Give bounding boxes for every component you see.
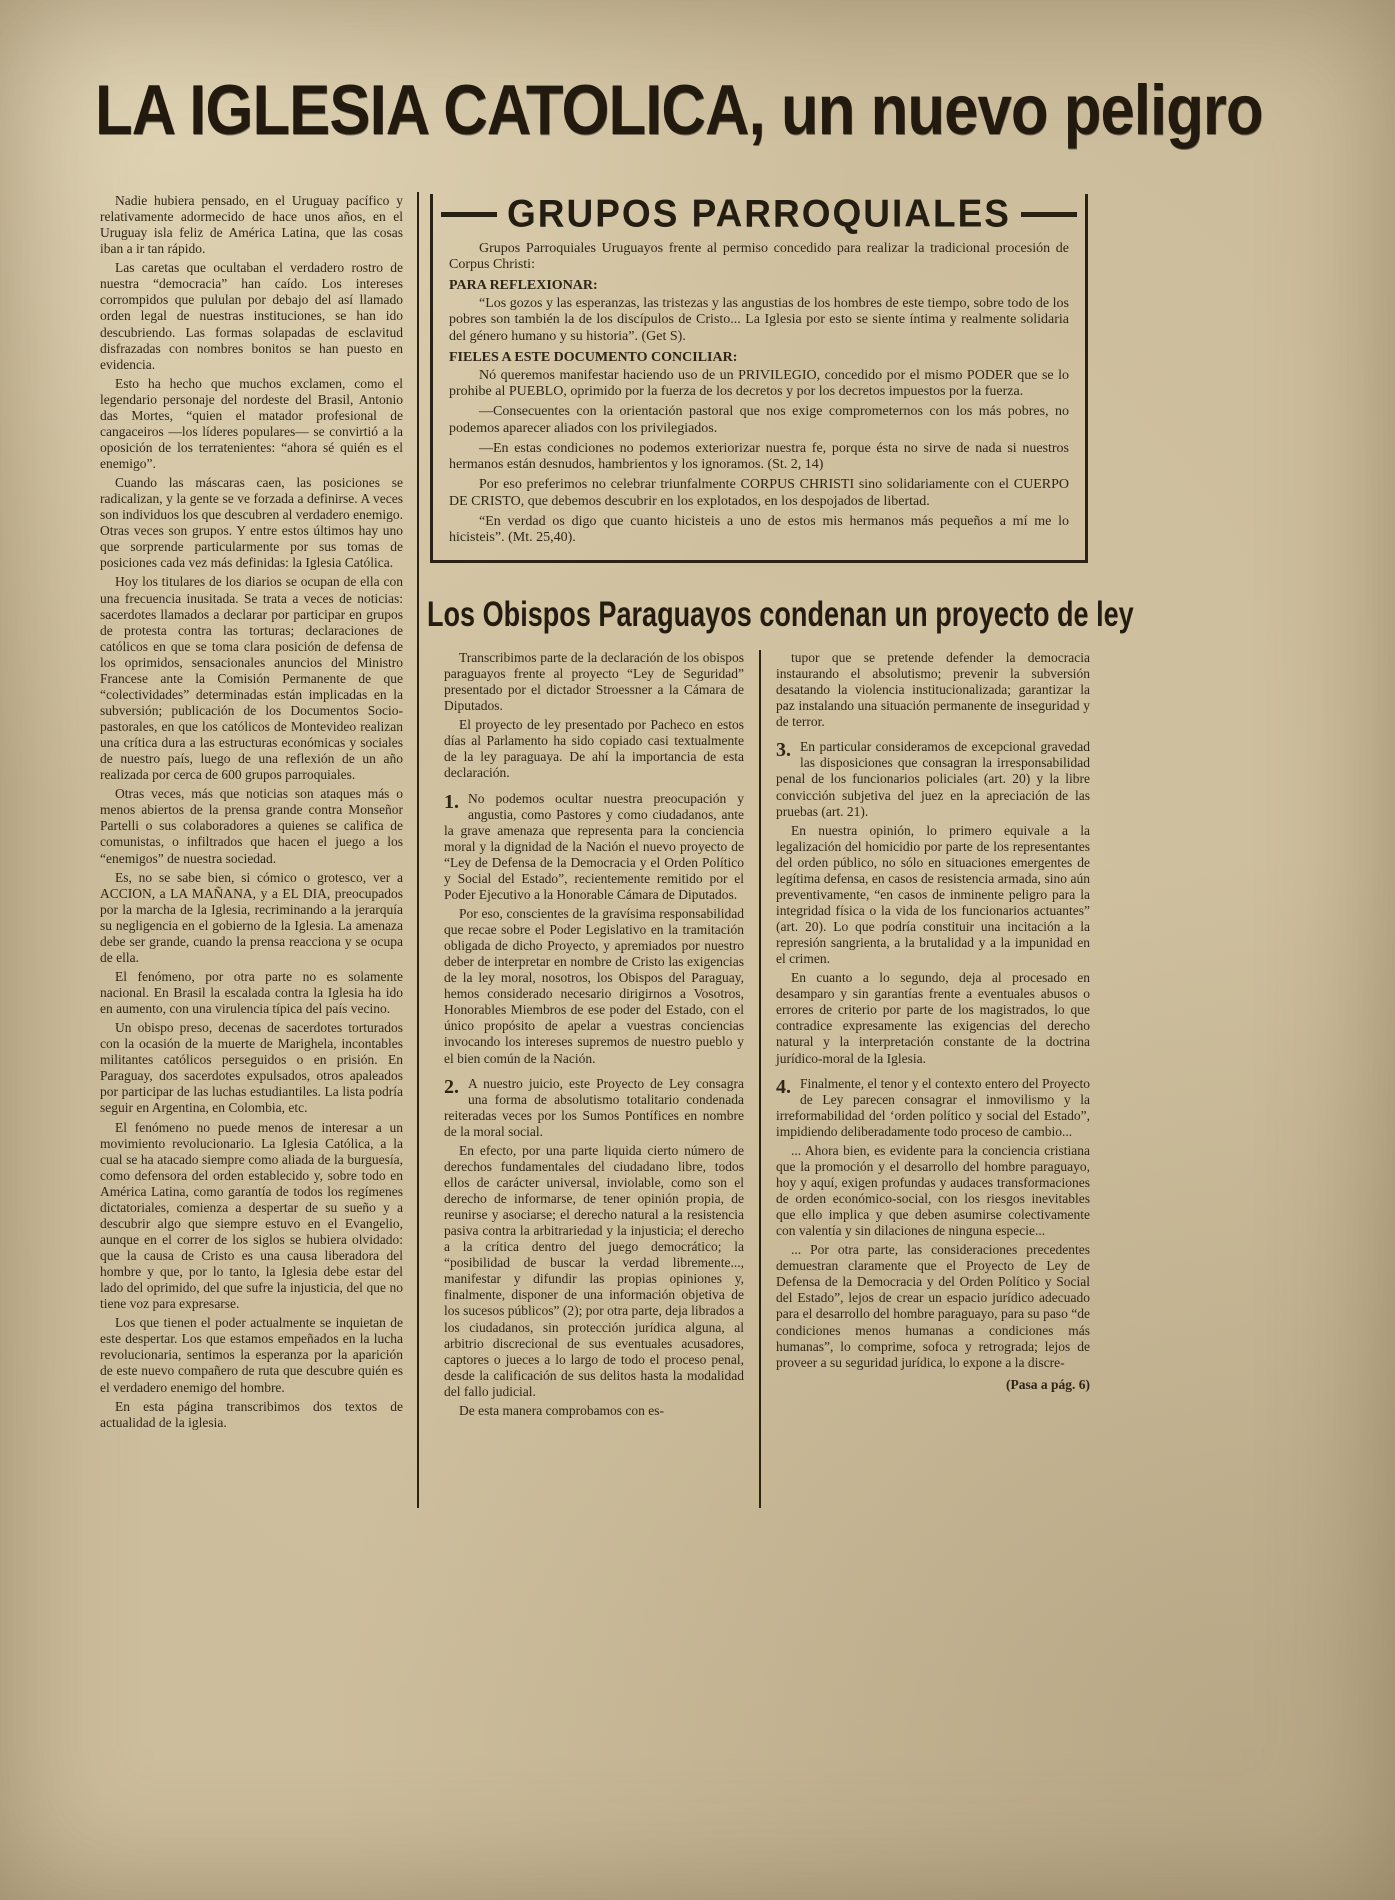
box-intro: Grupos Parroquiales Uruguayos frente al permiso concedido para realizar la tradicional procesión de Corpus Christi: [449, 240, 1069, 272]
article2-paragraph: En cuanto a lo segundo, deja al procesado en desamparo y sin garantías frente a eventuales abusos o errores de criterio por parte de los magistrados, lo que contradice expresamente las exigencias del derecho natural y la interpretación constante de la doctrina jurídico-moral de la Iglesia. [776, 970, 1090, 1066]
section-number: 1. [444, 790, 459, 813]
article2-column-1 [444, 650, 744, 1422]
article2-paragraph: Por eso, conscientes de la gravísima responsabilidad que recae sobre el Poder Legislativo en la tramitación obligada de dicho Proyecto, y apremiados por nuestro deber de interpretar en nombre de Cristo las exigencias de la ley moral, nosotros, los Obispos del Paraguay, hemos considerado necesario dirigirnos a Vosotros, Honorables Miembros de ese poder del Estado, con el único propósito de apelar a vuestras conciencias invocando los intereses supremos de nuestro pueblo y el bien común de la Nación. [444, 905, 744, 1066]
editorial-paragraph: En esta página transcribimos dos textos de actualidad de la iglesia. [100, 1398, 403, 1430]
section-text: En particular consideramos de excepcional gravedad las disposiciones que consagran la irresponsabilidad penal de los funcionarios policiales (art. 20) y la libre convicción subjetiva del juez en la apreciación de las pruebas (art. 21). [776, 739, 1090, 819]
box-paragraph: Por eso preferimos no celebrar triunfalmente CORPUS CHRISTI sino solidariamente con el CUERPO DE CRISTO, que debemos descubrir en los explotados, en los despojados de libertad. [449, 477, 1069, 509]
box-subhead-conciliar: FIELES A ESTE DOCUMENTO CONCILIAR: [449, 349, 738, 365]
article2-paragraph [444, 1076, 744, 1140]
article2-paragraph: Transcribimos parte de la declaración de los obispos paraguayos frente al proyecto “Ley de Seguridad” presentado por el dictador Stroessner a la Cámara de Diputados. [444, 650, 744, 714]
editorial-paragraph: El fenómeno no puede menos de interesar a un movimiento revolucionario. La Iglesia Católica, a la cual se ha atacado siempre como aliada de la burguesía, como defensora del orden establecido y, sobre todo en América Latina, como garantía de todos los regímenes dictatoriales, comienza a despertar de su sueño y a descubrir algo que siempre estuvo en el Evangelio, aunque en el correr de los siglos se hubiera olvidado: que la causa de Cristo es una causa liberadora del hombre y que, por lo tanto, la Iglesia debe estar del lado del oprimido, del que sufre la injusticia, del que no tiene voz para expresarse. [100, 1119, 403, 1312]
title-dash-left [441, 212, 497, 217]
section-number: 2. [444, 1075, 459, 1098]
editorial-paragraph: Las caretas que ocultaban el verdadero rostro de nuestra “democracia” han caído. Los intereses corrompidos que pululan por debajo del así llamado orden legal de nuestras instituciones, se han ido descubriendo. Las formas solapadas de esclavitud disfrazadas con nombres bonitos se han puesto en evidencia. [100, 260, 403, 372]
article2-paragraph: En efecto, por una parte liquida cierto número de derechos fundamentales del ciudadano libre, todos ellos de carácter universal, inviolable, como son el derecho de informarse, de tener opinión propia, de reunirse y asociarse; el derecho natural a la resistencia pasiva contra la arbitrariedad y la injusticia; el derecho a la crítica dentro del juego democrático; la “posibilidad de buscar la verdad libremente..., manifestar y difundir las propias opiniones y, finalmente, disponer de una información objetiva de los sucesos públicos” (2); por otra parte, deja librados a los ciudadanos, sin protección jurídica alguna, al arbitrio discrecional de sus eventuales acusadores, captores o jueces a lo largo de todo el proceso penal, desde la calificación de sus delitos hasta la modalidad del fallo judicial. [444, 1142, 744, 1399]
box-title-row [441, 191, 1077, 235]
grupos-parroquiales-box [430, 191, 1088, 563]
editorial-paragraph: Hoy los titulares de los diarios se ocupan de ella con una frecuencia inusitada. Se trata a veces de noticias: sacerdotes llamados a declarar por participar en grupos de protesta contra las torturas; declaraciones de católicos en que se toma clara posición de defensa de los oprimidos, sensacionales anuncios del Ministro Francese ante la Comisión Permanente de que “colectividades” determinadas están implicadas en la subversión; publicación de los Documentos Socio-pastorales, en que los católicos de Montevideo realizan una crítica dura a las estructuras económicas y sociales de nuestro país, luego de una reflexión de un año realizada por cerca de 600 grupos parroquiales. [100, 574, 403, 783]
editorial-paragraph: Cuando las máscaras caen, las posiciones se radicalizan, y la gente se ve forzada a definirse. A veces son individuos los que descubren al verdadero enemigo. Otras veces son grupos. Y entre estos últimos hay uno que sorprende particularmente por sus tomas de posiciones cada vez más definidas: la Iglesia Católica. [100, 475, 403, 571]
article2-title: Los Obispos Paraguayos condenan un proyecto de ley [427, 593, 1134, 634]
section-text: Finalmente, el tenor y el contexto entero del Proyecto de Ley parecen consagrar el inmovilismo y la irreformabilidad del ‘orden político y social del Estado”, impidiendo deliberadamente todo proceso de cambio... [776, 1075, 1090, 1139]
editorial-paragraph: El fenómeno, por otra parte no es solamente nacional. En Brasil la escalada contra la Iglesia ha ido en aumento, con una virulencia típica del país vecino. [100, 968, 403, 1017]
page-title: LA IGLESIA CATOLICA, un nuevo peligro [95, 71, 1263, 150]
box-paragraph: “Los gozos y las esperanzas, las tristezas y las angustias de los hombres de este tiempo, sobre todo de los pobres son también la de los discípulos de Cristo... La Iglesia por esto se siente íntima y realmente solidaria del género humano y su historia”. (Get S). [449, 296, 1069, 344]
editorial-paragraph: Esto ha hecho que muchos exclamen, como el legendario personaje del nordeste del Brasil, Antonio das Mortes, “quien el matador profesional de cangaceiros —los líderes populares— se convirtió a la oposición de los terratenientes: “ahora sé quién es el enemigo”. [100, 375, 403, 471]
box-paragraph: “En verdad os digo que cuanto hicisteis a uno de estos mis hermanos más pequeños a mí me lo hicisteis”. (Mt. 25,40). [449, 513, 1069, 545]
article2-paragraph [444, 791, 744, 903]
section-number: 3. [776, 739, 791, 762]
article2-paragraph: ... Por otra parte, las consideraciones precedentes demuestran claramente que el Proyecto de Ley de Defensa de la Democracia y del Orden Político y Social del Estado”, lejos de crear un espacio jurídico adecuado para el desarrollo del hombre paraguayo, para su paso “de condiciones menos humanas a condiciones más humanas”, lo comprime, sofoca y retrograda; lejos de proveer a su seguridad jurídica, lo expone a la discre- [776, 1242, 1090, 1370]
article2-paragraph: En nuestra opinión, lo primero equivale a la legalización del homicidio por parte de los representantes del orden público, no sólo en situaciones emergentes de legítima defensa, en casos de resistencia armada, sino aún preventivamente, “en casos de inminente peligro para la integridad física o la vida de los funcionarios actuantes” (art. 20). Lo que podría constituir una incitación a la represión sangrienta, a la brutalidad y a la impunidad en el crimen. [776, 822, 1090, 967]
article2-paragraph: ... Ahora bien, es evidente para la conciencia cristiana que la promoción y el desarrollo del hombre paraguayo, hoy y aquí, exigen profundas y audaces transformaciones de orden económico-social, con los riesgos inevitables que ello implica y que deben asumirse colectivamente con valentía y sin dilaciones de ninguna especie... [776, 1142, 1090, 1239]
article2-paragraph [776, 739, 1090, 819]
editorial-paragraph: Otras veces, más que noticias son ataques más o menos abiertos de la prensa grande contra Monseñor Partelli o sus colaboradores a quienes se califica de comunistas, o infiltrados que hacen el juego a los “enemigos” de nuestra sociedad. [100, 786, 403, 866]
section-text: A nuestro juicio, este Proyecto de Ley consagra una forma de absolutismo totalitario condenada reiteradas veces por los Sumos Pontífices en nombre de la moral social. [444, 1075, 744, 1139]
article2-paragraph [776, 1076, 1090, 1140]
column-divider-left [417, 192, 419, 1508]
article2-paragraph: De esta manera comprobamos con es- [459, 1402, 665, 1418]
column-divider-article2 [759, 650, 761, 1508]
box-paragraph: —Consecuentes con la orientación pastoral que nos exige comprometernos con los más pobres, no podemos aparecer aliados con los privilegiados. [449, 404, 1069, 436]
article2-column-2 [776, 650, 1090, 1393]
continuation-note: (Pasa a pág. 6) [1006, 1376, 1090, 1392]
editorial-column [100, 193, 403, 1434]
article2-paragraph: tupor que se pretende defender la democracia instaurando el absolutismo; prevenir la subversión desatando la violencia institucionalizada; garantizar la paz instalando una situación permanente de inseguridad y de terror. [776, 650, 1090, 730]
title-dash-right [1021, 212, 1077, 217]
box-title: GRUPOS PARROQUIALES [507, 191, 1011, 235]
editorial-paragraph: Es, no se sabe bien, si cómico o grotesco, ver a ACCION, a LA MAÑANA, y a EL DIA, preocupados por la marcha de la Iglesia, recriminando a la jerarquía su negligencia en el gobierno de la Iglesia. La amenaza debe ser grande, cuando la prensa reacciona y se ocupa de ella. [100, 869, 403, 965]
section-number: 4. [776, 1075, 791, 1098]
article2-paragraph: El proyecto de ley presentado por Pacheco en estos días al Parlamento ha sido copiado casi textualmente de la ley paraguaya. De ahí la importancia de esta declaración. [444, 717, 744, 781]
box-subhead-reflexionar: PARA REFLEXIONAR: [449, 278, 598, 294]
editorial-paragraph: Nadie hubiera pensado, en el Uruguay pacífico y relativamente adormecido de hace unos años, en el Uruguay isla feliz de América Latina, que las cosas iban a ir tan rápido. [100, 193, 403, 257]
section-text: No podemos ocultar nuestra preocupación y angustia, como Pastores y como ciudadanos, ante la grave amenaza que representa para la conciencia moral y la dignidad de la Nación el nuevo proyecto de “Ley de Defensa de la Democracia y el Orden Político y Social del Estado”, recientemente remitido por el Poder Ejecutivo a la Honorable Cámara de Diputados. [444, 790, 744, 902]
editorial-paragraph: Un obispo preso, decenas de sacerdotes torturados con la ocasión de la muerte de Marighela, incontables militantes católicos perseguidos o en prisión. En Paraguay, dos sacerdotes expulsados, otros apaleados por participar de las luchas estudiantiles. La lista podría seguir en Argentina, en Colombia, etc. [100, 1020, 403, 1116]
box-paragraph: —En estas condiciones no podemos exteriorizar nuestra fe, porque ésta no sirve de nada si nuestros hermanos están desnudos, hambrientos y los ignoramos. (St. 2, 14) [449, 440, 1069, 473]
box-paragraph: Nó queremos manifestar haciendo uso de un PRIVILEGIO, concedido por el mismo PODER que se lo prohibe al PUEBLO, oprimido por la fuerza de los decretos y por los decretos impuestos por la fuerza. [449, 367, 1069, 400]
editorial-paragraph: Los que tienen el poder actualmente se inquietan de este despertar. Los que estamos empeñados en la lucha revolucionaria, sentimos la esperanza por la aparición de este nuevo compañero de ruta que descubre quién es el verdadero enemigo del hombre. [100, 1315, 403, 1395]
